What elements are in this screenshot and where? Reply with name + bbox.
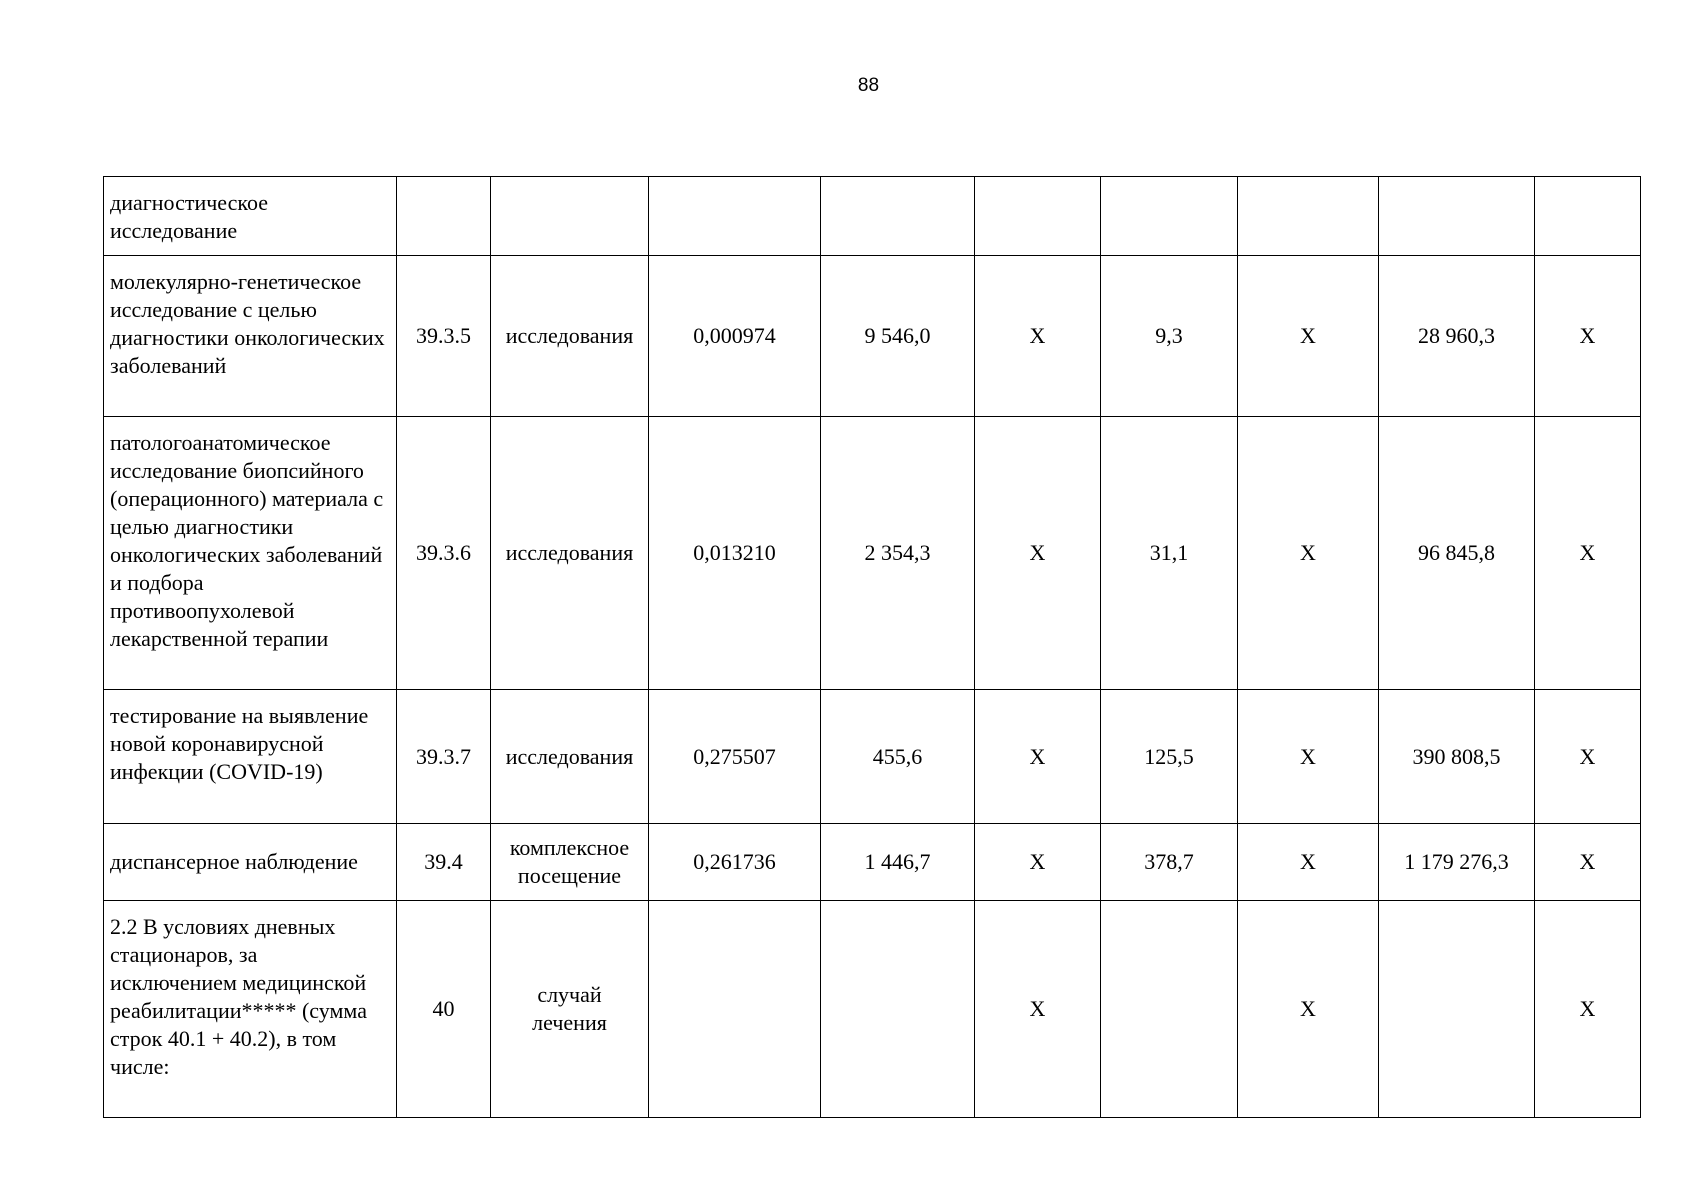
code-cell	[397, 824, 491, 901]
value-cell	[1101, 824, 1238, 901]
value-cell	[1379, 690, 1535, 824]
row-name-cell	[104, 256, 397, 417]
value-cell	[821, 177, 975, 256]
row-value: X	[1300, 849, 1316, 874]
row-value: 0,013210	[693, 540, 776, 565]
row-code: 39.4	[424, 849, 463, 874]
value-cell	[821, 256, 975, 417]
unit-cell	[491, 177, 649, 256]
unit-cell	[491, 824, 649, 901]
row-value: 2 354,3	[864, 540, 931, 565]
value-cell	[649, 901, 821, 1118]
value-cell	[1238, 256, 1379, 417]
value-cell	[1379, 177, 1535, 256]
table-row	[104, 690, 1641, 824]
row-value: X	[1029, 743, 1046, 769]
row-name: тестирование на выявление новой коронавирусной инфекции (COVID-19)	[110, 703, 369, 784]
row-value: 1 446,7	[864, 849, 931, 874]
code-cell	[397, 256, 491, 417]
value-cell	[1535, 824, 1641, 901]
value-cell	[649, 417, 821, 690]
row-name: патологоанатомическое исследование биопсийного (операционного) материала с целью диагностики онкологических заболеваний и подбора противоопухолевой лекарственной терапии	[110, 430, 384, 651]
row-value: X	[1029, 323, 1046, 348]
row-unit: комплексное посещение	[509, 835, 630, 888]
value-cell	[649, 177, 821, 256]
unit-cell	[491, 417, 649, 690]
table-row	[104, 177, 1641, 256]
code-cell	[397, 690, 491, 824]
row-value: 125,5	[1144, 743, 1194, 769]
value-cell	[1101, 177, 1238, 256]
code-cell	[397, 901, 491, 1118]
row-value: 0,261736	[693, 849, 776, 874]
row-name-cell	[104, 901, 397, 1118]
row-unit: исследования	[505, 323, 634, 348]
unit-cell	[491, 901, 649, 1118]
row-name-cell	[104, 177, 397, 256]
table-row	[104, 417, 1641, 690]
value-cell	[1535, 177, 1641, 256]
row-value: 28 960,3	[1418, 323, 1495, 348]
value-cell	[1101, 690, 1238, 824]
row-name: диагностическое исследование	[110, 190, 268, 243]
row-code: 39.3.7	[416, 743, 471, 769]
value-cell	[1238, 177, 1379, 256]
value-cell	[1379, 417, 1535, 690]
unit-cell	[491, 256, 649, 417]
row-value: 378,7	[1144, 849, 1194, 874]
row-name-cell	[104, 417, 397, 690]
value-cell	[975, 901, 1101, 1118]
value-cell	[1379, 824, 1535, 901]
value-cell	[975, 177, 1101, 256]
value-cell	[975, 690, 1101, 824]
row-value: X	[1579, 323, 1596, 348]
value-cell	[1101, 901, 1238, 1118]
value-cell	[1535, 417, 1641, 690]
table-row	[104, 901, 1641, 1118]
table-row	[104, 824, 1641, 901]
row-unit: случай лечения	[532, 982, 607, 1035]
unit-cell	[491, 690, 649, 824]
value-cell	[1101, 256, 1238, 417]
row-unit: исследования	[505, 540, 634, 565]
row-value: 9,3	[1155, 323, 1183, 348]
row-value: X	[1579, 996, 1596, 1021]
row-value: 0,000974	[693, 323, 776, 348]
value-cell	[975, 824, 1101, 901]
row-value: X	[1579, 540, 1596, 565]
row-value: 455,6	[872, 743, 923, 769]
code-cell	[397, 417, 491, 690]
value-cell	[1238, 417, 1379, 690]
value-cell	[1238, 901, 1379, 1118]
value-cell	[649, 256, 821, 417]
row-code: 40	[432, 996, 455, 1021]
value-cell	[975, 417, 1101, 690]
row-value: X	[1300, 743, 1316, 769]
row-name: молекулярно-генетическое исследование с целью диагностики онкологических заболеваний	[110, 269, 385, 378]
data-table	[103, 176, 1641, 1118]
row-code: 39.3.5	[416, 323, 471, 348]
value-cell	[821, 901, 975, 1118]
page-number: 88	[857, 75, 880, 96]
row-name: диспансерное наблюдение	[110, 849, 358, 874]
row-value: X	[1579, 849, 1596, 874]
row-value: X	[1029, 540, 1046, 565]
value-cell	[975, 256, 1101, 417]
table-row	[104, 256, 1641, 417]
value-cell	[1535, 256, 1641, 417]
row-value: 0,275507	[693, 743, 776, 769]
value-cell	[649, 824, 821, 901]
row-value: X	[1029, 849, 1046, 874]
value-cell	[821, 417, 975, 690]
row-value: X	[1579, 743, 1596, 769]
value-cell	[1379, 901, 1535, 1118]
row-value: X	[1300, 540, 1316, 565]
value-cell	[1101, 417, 1238, 690]
row-name: 2.2 В условиях дневных стационаров, за исключением медицинской реабилитации***** (сумма строк 40.1 + 40.2), в том числе:	[110, 914, 367, 1079]
code-cell	[397, 177, 491, 256]
value-cell	[821, 824, 975, 901]
row-value: 390 808,5	[1412, 743, 1501, 769]
row-value: 96 845,8	[1418, 540, 1495, 565]
value-cell	[649, 690, 821, 824]
value-cell	[1238, 824, 1379, 901]
row-name-cell	[104, 824, 397, 901]
value-cell	[1379, 256, 1535, 417]
row-value: X	[1029, 996, 1046, 1021]
value-cell	[1238, 690, 1379, 824]
row-code: 39.3.6	[416, 540, 471, 565]
row-value: 1 179 276,3	[1404, 849, 1509, 874]
row-value: 9 546,0	[864, 323, 931, 348]
row-value: 31,1	[1149, 540, 1189, 565]
value-cell	[821, 690, 975, 824]
row-value: X	[1300, 323, 1316, 348]
row-unit: исследования	[505, 743, 634, 769]
row-value: X	[1300, 996, 1316, 1021]
row-name-cell	[104, 690, 397, 824]
value-cell	[1535, 901, 1641, 1118]
value-cell	[1535, 690, 1641, 824]
